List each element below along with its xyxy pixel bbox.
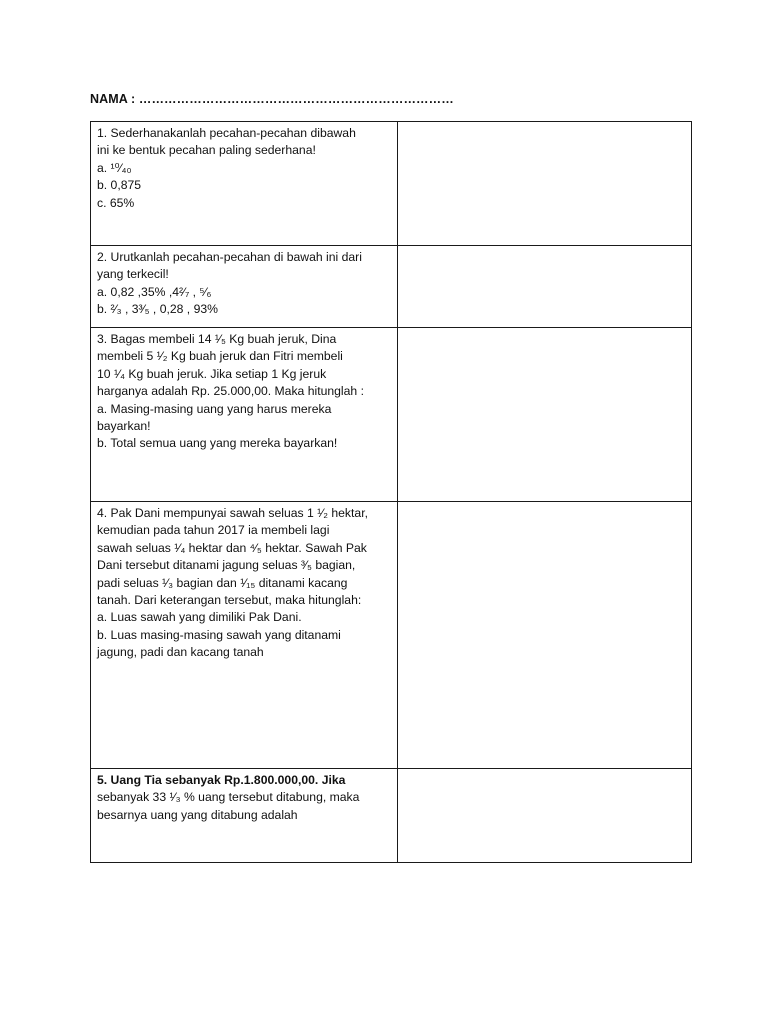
question-2-line-3: a. 0,82 ,35% ,4²⁄₇ , ⁵⁄₆ xyxy=(97,284,212,299)
question-5-cell xyxy=(91,769,398,863)
answer-3-cell[interactable] xyxy=(398,328,692,502)
question-3-cell xyxy=(91,328,398,502)
question-5-line-2: sebanyak 33 ¹⁄₃ % uang tersebut ditabung, maka xyxy=(97,790,360,805)
question-2-cell xyxy=(91,246,398,328)
question-1-line-5: c. 65% xyxy=(97,195,135,210)
question-row-4 xyxy=(91,502,692,769)
answer-4-cell[interactable] xyxy=(398,502,692,769)
question-2-line-4: b. ²⁄₃ , 3³⁄₅ , 0,28 , 93% xyxy=(97,302,218,317)
question-4-line-3: sawah seluas ¹⁄₄ hektar dan ⁴⁄₅ hektar. Sawah Pak xyxy=(97,540,367,555)
question-4-line-4: Dani tersebut ditanami jagung seluas ³⁄₅ bagian, xyxy=(97,558,356,573)
question-3-line-7: b. Total semua uang yang mereka bayarkan! xyxy=(97,436,338,451)
question-1-cell xyxy=(91,122,398,246)
question-1-line-1: 1. Sederhanakanlah pecahan-pecahan dibawah xyxy=(97,126,356,140)
worksheet-table xyxy=(90,121,692,863)
question-4-line-9: jagung, padi dan kacang tanah xyxy=(97,645,264,660)
question-5-line-3: besarnya uang yang ditabung adalah xyxy=(97,807,298,822)
question-4-line-2: kemudian pada tahun 2017 ia membeli lagi xyxy=(97,523,330,538)
question-2-line-2: yang terkecil! xyxy=(97,267,169,282)
question-row-3 xyxy=(91,328,692,502)
question-3-line-3: 10 ¹⁄₄ Kg buah jeruk. Jika setiap 1 Kg jeruk xyxy=(97,366,327,381)
question-1-line-3: a. ¹⁰⁄₄₀ xyxy=(97,160,132,175)
name-field-label: NAMA : ………………………………………………………………… xyxy=(90,92,454,106)
question-3-line-2: membeli 5 ¹⁄₂ Kg buah jeruk dan Fitri membeli xyxy=(97,349,343,364)
question-row-2 xyxy=(91,246,692,328)
question-5-line-1: 5. Uang Tia sebanyak Rp.1.800.000,00. Jika xyxy=(97,773,346,787)
question-1-line-4: b. 0,875 xyxy=(97,178,142,193)
question-3-line-1: 3. Bagas membeli 14 ¹⁄₅ Kg buah jeruk, Dina xyxy=(97,332,337,346)
question-3-line-4: harganya adalah Rp. 25.000,00. Maka hitunglah : xyxy=(97,384,364,399)
question-3-line-6: bayarkan! xyxy=(97,419,151,434)
answer-2-cell[interactable] xyxy=(398,246,692,328)
answer-1-cell[interactable] xyxy=(398,122,692,246)
question-row-5 xyxy=(91,769,692,863)
question-4-line-7: a. Luas sawah yang dimiliki Pak Dani. xyxy=(97,610,302,625)
question-4-line-6: tanah. Dari keterangan tersebut, maka hitunglah: xyxy=(97,593,362,608)
question-4-cell xyxy=(91,502,398,769)
question-4-line-1: 4. Pak Dani mempunyai sawah seluas 1 ¹⁄₂ hektar, xyxy=(97,506,368,520)
answer-5-cell[interactable] xyxy=(398,769,692,863)
question-row-1 xyxy=(91,122,692,246)
question-1-line-2: ini ke bentuk pecahan paling sederhana! xyxy=(97,143,316,158)
question-2-line-1: 2. Urutkanlah pecahan-pecahan di bawah ini dari xyxy=(97,250,362,264)
question-4-line-5: padi seluas ¹⁄₃ bagian dan ¹⁄₁₅ ditanami kacang xyxy=(97,575,348,590)
question-4-line-8: b. Luas masing-masing sawah yang ditanami xyxy=(97,627,341,642)
question-3-line-5: a. Masing-masing uang yang harus mereka xyxy=(97,401,332,416)
